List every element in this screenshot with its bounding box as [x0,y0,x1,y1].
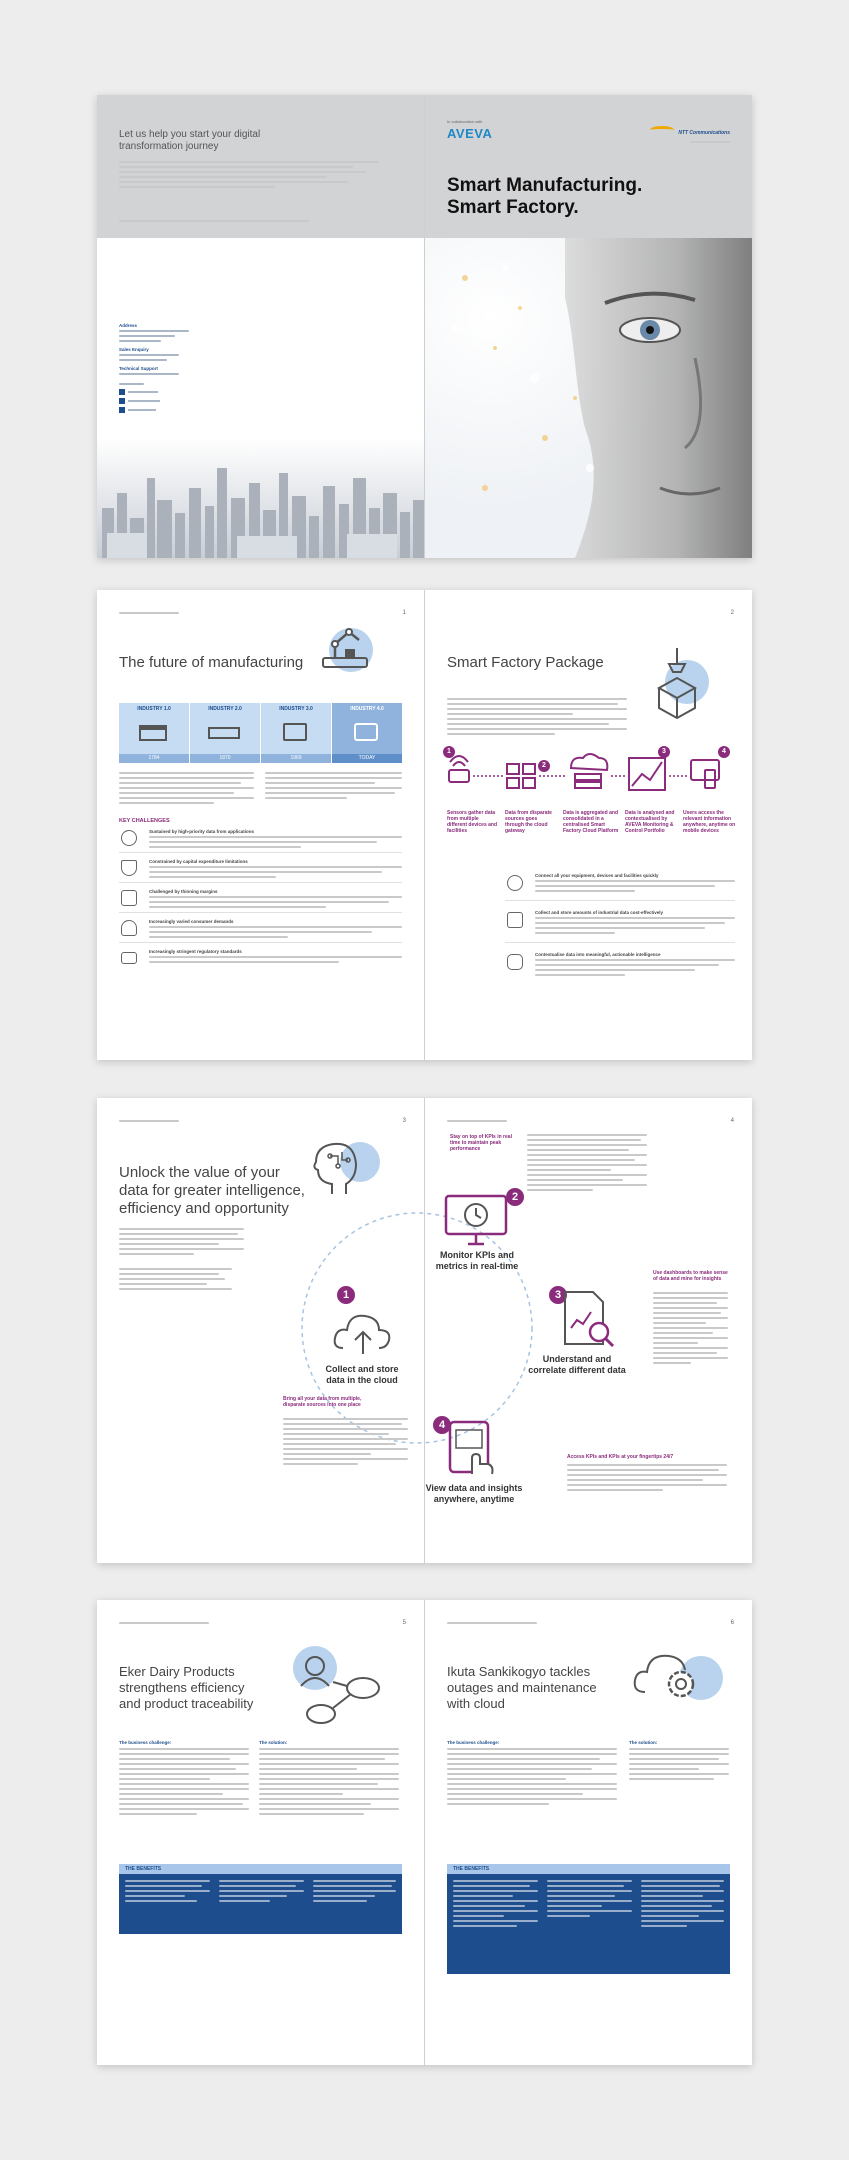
step-badge: 2 [538,760,550,772]
address-label: Address [119,323,138,328]
page-number: 5 [402,1620,406,1626]
page-number: 1 [402,610,406,616]
aveva-tagline: In collaboration with [447,119,483,124]
hand-coins-icon [121,890,137,906]
solution-label: The solution: [259,1740,288,1745]
challenge-title: Increasingly varied consumer demands [149,919,234,924]
industry-col-4: INDUSTRY 4.0 TODAY [332,703,402,763]
page-1 [97,590,424,1060]
document-magnifier-icon [559,1288,619,1353]
benefit-title: Connect all your equipment, devices and facilities quickly [535,873,659,878]
benefits-box [447,1864,730,1974]
cloud-upload-icon [333,1308,393,1358]
page-heading: Unlock the value of your data for greater intelligence, efficiency and opportunity [119,1164,305,1217]
back-footnote [119,220,309,225]
page-heading: Ikuta Sankikogyo tackles outages and maintenance with cloud [447,1664,597,1711]
package-intro-text [447,698,627,738]
tablet-touch-icon [442,1418,502,1478]
cycle-step-title: Understand and correlate different data [528,1354,626,1375]
robot-icon [354,723,378,741]
computer-icon [283,723,307,741]
benefit-title: Contextualise data into meaningful, actionable intelligence [535,952,661,957]
people-icon [121,920,137,936]
twitter-icon [119,407,125,413]
box-crane-icon [647,648,707,728]
page-2: 2 Smart Factory Package 1 2 3 4 Sensors gather data from multiple different devices and facilities Data from disparate sources goes through the cloud gateway Data is aggregated and consolidated in a centralised Smart Factory Cloud Platform Data is analysed and contextualised by AVEVA Monitoring & Control Portfolio Users access the relevant information anywhere, anytime on mobile devices Connect all your equipment, devices and facilities quickly Collect and store amounts of industrial data cost-effectively Contextualise data into meaningful, actionable intelligence [425,590,752,1060]
step-badge: 4 [433,1416,451,1434]
step-badge: 1 [337,1286,355,1304]
ntt-logo-mark [650,126,674,134]
challenge-title: Increasingly stringent regulatory standards [149,949,242,954]
industry-col-3: INDUSTRY 3.0 1969 [261,703,332,763]
cover-title: Smart Manufacturing. Smart Factory. [447,175,643,218]
facebook-icon [119,398,125,404]
page-5 [97,1600,424,2065]
step-badge: 2 [506,1188,524,1206]
social-links [119,389,239,413]
challenge-title: Constrained by capital expenditure limitations [149,859,248,864]
assembly-line-icon [208,727,240,739]
page-heading: The future of manufacturing [119,654,304,671]
warning-icon [121,860,137,876]
watch-icon [507,954,523,970]
back-cover [97,95,424,558]
challenge-title: Sustained by high-priority data from applications [149,829,255,834]
network-icon [507,875,523,891]
cycle-step-caption: Access KPIs and KPIs at your fingertips 24/7 [567,1454,674,1460]
step-badge: 3 [658,746,670,758]
gear-icon [121,830,137,846]
cycle-step-caption: Bring all your data from multiple, disparate sources into one place [283,1396,362,1408]
back-heading: Let us help you start your digital transformation journey [119,129,261,152]
cycle-step-title: Collect and store data in the cloud [325,1364,399,1385]
step-badge: 3 [549,1286,567,1304]
cycle-step-caption: Stay on top of KPIs in real time to maintain peak performance [450,1134,512,1152]
back-intro-text [119,161,379,191]
solution-label: The solution: [629,1740,658,1745]
spread-4 [97,1600,752,2065]
industry-col-2: INDUSTRY 2.0 1870 [190,703,261,763]
page-number: 3 [402,1118,406,1124]
step-badge: 4 [718,746,730,758]
monitor-clock-icon [442,1192,512,1247]
cycle-step-title: Monitor KPIs and metrics in real-time [435,1250,519,1271]
ntt-logo: NTT Communications [650,121,730,146]
face-hero-image [425,238,752,558]
challenges-heading: KEY CHALLENGES [119,818,170,824]
spread-3 [97,1098,752,1563]
benefits-header: THE BENEFITS [447,1864,730,1874]
linkedin-link[interactable] [119,389,239,395]
twitter-link[interactable] [119,407,239,413]
facebook-link[interactable] [119,398,239,404]
org-network-icon [293,1646,403,1726]
intro-col-1 [119,772,254,807]
book-icon [121,952,137,964]
cycle-step-caption: Use dashboards to make sense of data and mine for insights [653,1270,728,1282]
factory-icon [139,725,167,741]
aveva-logo: AVEVA [447,126,493,141]
contact-block [119,323,239,413]
running-header [119,612,179,617]
linkedin-icon [119,389,125,395]
benefits-box [119,1864,402,1934]
page-number: 2 [730,610,734,616]
intro-col-2 [265,772,402,802]
benefit-title: Collect and store amounts of industrial data cost-effectively [535,910,664,915]
database-icon [507,912,523,928]
page-number: 4 [730,1118,734,1124]
challenge-title: Challenged by thinning margins [149,889,218,894]
step-badge: 1 [443,746,455,758]
industry-col-1: INDUSTRY 1.0 1784 [119,703,190,763]
city-skyline-image [97,438,424,558]
page-6 [425,1600,752,2065]
robot-arm-icon [315,622,375,672]
challenge-label: The business challenge: [119,1740,172,1745]
spread-2 [97,590,752,1060]
industry-timeline [119,703,402,763]
page-number: 6 [730,1620,734,1626]
support-label: Technical Support [119,366,158,371]
package-flow-diagram [447,748,737,808]
challenge-label: The business challenge: [447,1740,500,1745]
sales-label: Sales Enquiry [119,347,149,352]
cycle-step-title: View data and insights anywhere, anytime [425,1483,523,1504]
front-cover [425,95,752,558]
cover-spread [97,95,752,558]
benefits-header: THE BENEFITS [119,1864,402,1874]
page-heading: Eker Dairy Products strengthens efficiency and product traceability [119,1664,254,1711]
page-heading: Smart Factory Package [447,654,604,671]
cloud-gear-icon [633,1644,713,1704]
